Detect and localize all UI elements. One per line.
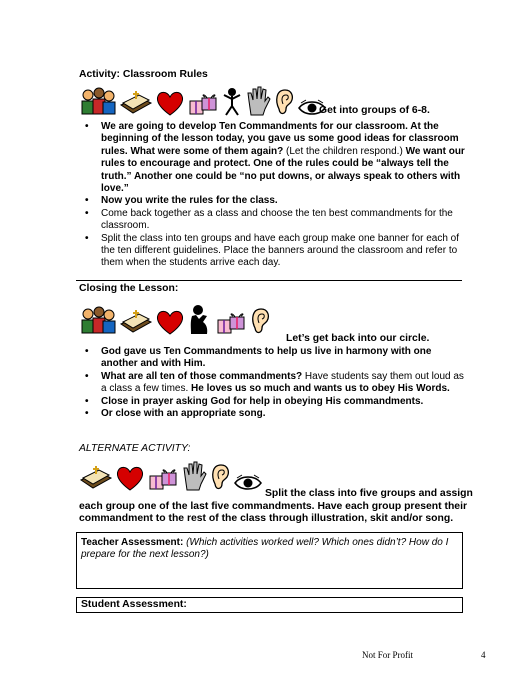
closing-title: Closing the Lesson: bbox=[79, 283, 179, 294]
list-item bbox=[79, 208, 465, 233]
bullet-dot: • bbox=[85, 207, 89, 219]
bullet-text: He loves us so much and wants us to obey His Words. bbox=[191, 383, 450, 395]
list-item bbox=[79, 396, 465, 408]
children-group-icon bbox=[79, 306, 117, 336]
list-item bbox=[79, 121, 465, 195]
alternate-icon-row bbox=[79, 460, 263, 492]
bullet-dot: • bbox=[85, 232, 89, 244]
bullet-dot: • bbox=[85, 370, 89, 382]
closing-icon-row bbox=[79, 304, 271, 336]
heart-icon bbox=[155, 89, 185, 117]
bullet-text: We want our rules to encourage and protect. One of the rules could be “always tell the truth.” Another one could be “no put downs, or always speak to others with love.” bbox=[101, 145, 465, 195]
bullet-text: Or close with an appropriate song. bbox=[101, 408, 266, 420]
bullet-text: Split the class into ten groups and have each group make one banner for each of the ten different guidelines. Place the banners around the classroom and refer to them when the students arrive each day. bbox=[101, 232, 460, 269]
footer-text: Not For Profit bbox=[362, 650, 414, 660]
bible-icon bbox=[119, 87, 153, 117]
activity-lead: Get into groups of 6-8. bbox=[319, 105, 430, 116]
ear-icon bbox=[249, 306, 271, 336]
student-assessment-box[interactable] bbox=[76, 597, 463, 613]
teacher-assessment-box[interactable] bbox=[76, 532, 463, 589]
list-item bbox=[79, 195, 465, 207]
bullet-text: We are going to develop Ten Commandments for our classroom. At the beginning of the lesson today, you gave us some good ideas for classroom rules. What were some of them again? bbox=[101, 121, 459, 157]
bullet-text: Close in prayer asking God for help in obeying His commandments. bbox=[101, 395, 424, 407]
bullet-dot: • bbox=[85, 408, 89, 420]
bullet-dot: • bbox=[85, 346, 89, 357]
gift-icon bbox=[215, 308, 247, 336]
page-number: 4 bbox=[481, 650, 486, 660]
bullet-dot: • bbox=[85, 195, 89, 207]
list-item bbox=[79, 371, 465, 396]
activity-title: Activity: Classroom Rules bbox=[79, 69, 208, 80]
alternate-lead: Split the class into five groups and assign bbox=[265, 488, 473, 499]
list-item bbox=[79, 346, 465, 371]
bullet-dot: • bbox=[85, 121, 89, 132]
list-item bbox=[79, 233, 465, 270]
closing-lead: Let’s get back into our circle. bbox=[286, 333, 430, 344]
bullet-text: What are all ten of those commandments? bbox=[101, 370, 303, 382]
gift-icon bbox=[147, 464, 179, 492]
teacher-assessment-prompt: (Which activities worked well? Which ones didn’t? How do I prepare for the next lesson?) bbox=[81, 537, 449, 561]
bible-icon bbox=[119, 306, 153, 336]
activity-bullet-list bbox=[79, 121, 465, 270]
gift-icon bbox=[187, 89, 219, 117]
bullet-text: Come back together as a class and choose the ten best commandments for the classroom. bbox=[101, 207, 453, 232]
bible-icon bbox=[79, 462, 113, 492]
alternate-text: each group one of the last five commandments. Have each group present their commandment to the rest of the class through illustration, skit and/or song. bbox=[79, 501, 468, 525]
section-divider bbox=[76, 280, 462, 281]
heart-icon bbox=[155, 308, 185, 336]
praying-person-icon bbox=[187, 304, 213, 336]
bullet-dot: • bbox=[85, 395, 89, 407]
hand-icon bbox=[245, 85, 271, 117]
eye-icon bbox=[233, 474, 263, 492]
bullet-text: Have students say them out loud as a class a few times. bbox=[101, 370, 464, 395]
ear-icon bbox=[273, 87, 295, 117]
student-assessment-label: Student Assessment: bbox=[81, 599, 187, 610]
bullet-text: (Let the children respond.) bbox=[283, 145, 406, 157]
stick-figure-icon bbox=[221, 87, 243, 117]
bullet-text: God gave us Ten Commandments to help us live in harmony with one another and with Him. bbox=[101, 346, 432, 370]
hand-icon bbox=[181, 460, 207, 492]
ear-icon bbox=[209, 462, 231, 492]
bullet-text: Now you write the rules for the class. bbox=[101, 195, 278, 207]
heart-icon bbox=[115, 464, 145, 492]
alternate-title: ALTERNATE ACTIVITY: bbox=[79, 443, 191, 454]
list-item bbox=[79, 408, 465, 420]
activity-icon-row bbox=[79, 85, 327, 117]
children-group-icon bbox=[79, 87, 117, 117]
teacher-assessment-label: Teacher Assessment: bbox=[81, 537, 184, 548]
closing-bullet-list bbox=[79, 346, 465, 420]
